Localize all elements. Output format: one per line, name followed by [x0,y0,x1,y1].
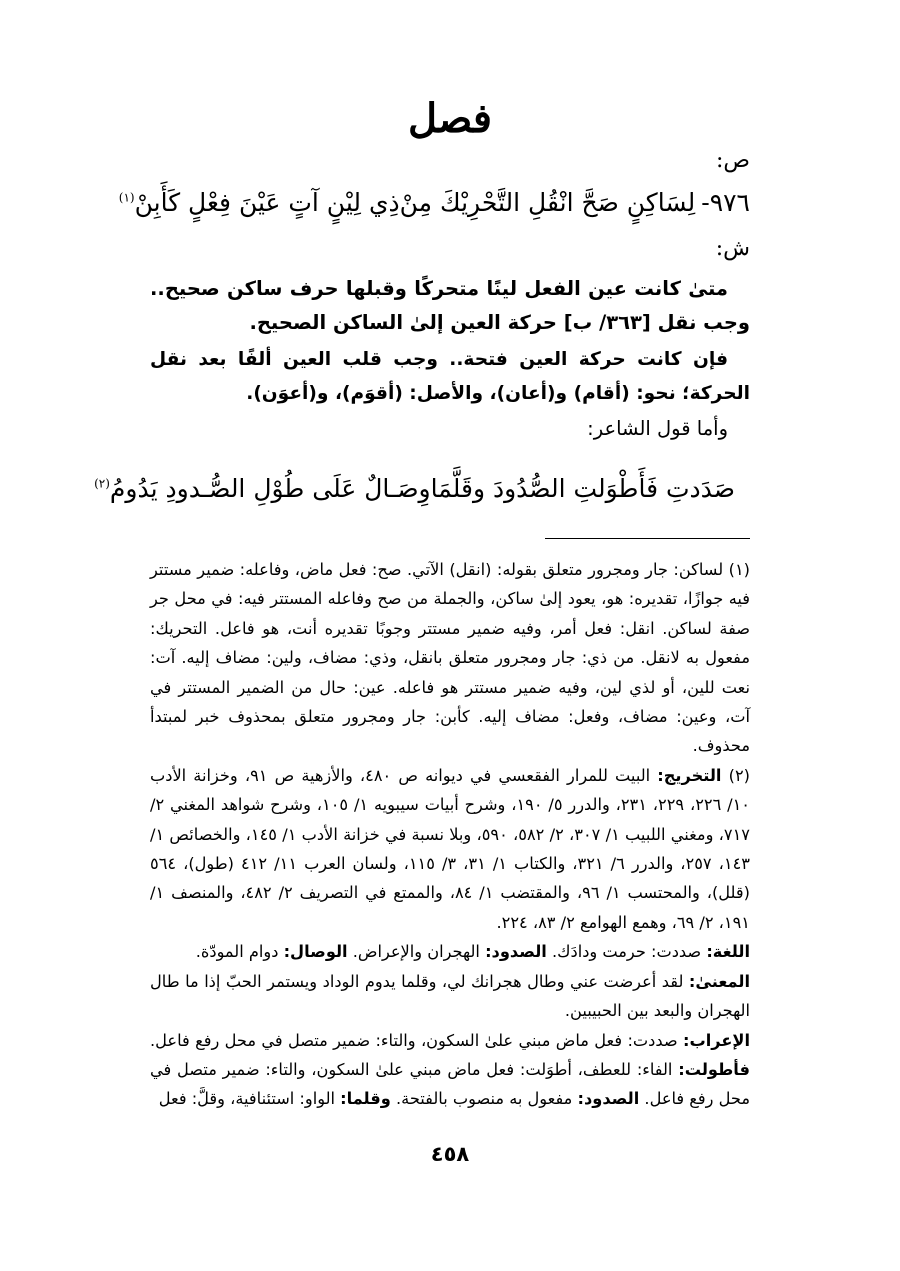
footnote-1-text: لساكن: جار ومجرور متعلق بقوله: (انقل) الآتي. صح: فعل ماض، وفاعله: ضمير مستتر فيه جوازًا، تقديره: هو، يعود إلىٰ ساكن، والجملة من صح وفاعله المستتر فيه: في محل جر صفة لساكن. انقل: فعل أمر، وفيه ضمير مستتر وجوبًا تقديره أنت، هو فاعل. التحريك: مفعول به لانقل. من ذي: جار ومجرور متعلق بانقل، وذي: مضاف، ولين: مضاف إليه. آت: نعت للين، أو لذي لين، وفيه ضمير مستتر هو فاعله. عين: حال من الضمير المستتر في آت، وعين: مضاف، وفعل: مضاف إليه. كأبن: جار ومجرور متعلق بمحذوف خبر لمبتدأ محذوف. [150,560,750,756]
page-title: فصل [407,95,493,142]
paragraph-2: فإن كانت حركة العين فتحة.. وجب قلب العين ألفًا بعد نقل الحركة؛ نحو: (أقام) و(أعان)، والأصل: (أقوَم)، و(أعوَن). [150,349,750,404]
paragraph-1: متىٰ كانت عين الفعل لينًا متحركًا وقبلها حرف ساكن صحيح.. وجب نقل [٣٦٣/ ب] حركة العين إلىٰ الساكن الصحيح. [150,277,750,334]
footnote-1 [150,555,750,761]
takhrij-label: التخريج: [657,765,722,785]
irab-note: الإعراب: صددت: فعل ماض مبني علىٰ السكون، والتاء: ضمير متصل في محل رفع فاعل. فأطولت: الفاء: للعطف، أطوَلت: فعل ماض مبني علىٰ السكون، والتاء: ضمير متصل في محل رفع فاعل. الصدود: مفعول به منصوب بالفتحة. وقلما: الواو: استئنافية، وقلَّ: فعل [150,1030,750,1109]
footnote-ref-1: (١) [118,190,135,205]
footnote-1-number: (١) [728,560,750,579]
footnote-separator [545,538,750,539]
footnote-ref-2: (٢) [94,476,110,491]
label-sad: ص: [715,148,750,173]
maana-note: المعنىٰ: لقد أعرضت عني وطال هجرانك لي، وقلما يدوم الوداد ويستمر الحبّ إذا ما طال الهجران والبعد بين الحبيبين. [150,971,750,1021]
footnote-2 [150,761,750,937]
footnotes [150,555,750,1114]
paragraph-3: وأما قول الشاعر: [587,417,728,440]
verse-number: ٩٧٦- [701,188,750,217]
maana-label: المعنىٰ: [688,971,750,991]
verse-976-first-hemistich: ٩٧٦-لِسَاكِنٍ صَحَّ انْقُلِ التَّحْرِيْكَ مِنْ [399,188,750,217]
verse-976 [118,188,750,217]
label-sharh: ش: [715,236,750,261]
verse-976-second-hemistich: ذِي لِيْنٍ آتٍ عَيْنَ فِعْلٍ كَأَبِنْ$^{(١)}$ [118,188,400,217]
poetry-first-hemistich: صَدَدتِ فَأَطْوَلتِ الصُّدُودَ وقَلَّمَا [430,474,735,503]
page-number: ٤٥٨ [430,1142,470,1166]
irab-label: الإعراب: [682,1030,750,1050]
lugha-note: اللغة: صددت: حرمت ودادَك. الصدود: الهجران والإعراض. الوصال: دوام المودّة. [195,942,750,962]
lugha-label: اللغة: [706,942,750,962]
footnote-2-number: (٢) [728,765,750,785]
poetry-second-hemistich: وِصَـالٌ عَلَى طُوْلِ الصُّـدودِ يَدُومُ$^{(٢)}$ [94,474,431,503]
takhrij-text: البيت للمرار الفقعسي في ديوانه ص ٤٨٠، والأزهية ص ٩١، وخزانة الأدب ١٠/ ٢٢٦، ٢٢٩، ٢٣١، والدرر ٥/ ١٩٠، وشرح أبيات سيبويه ١/ ١٠٥، وشرح شواهد المغني ٢/ ٧١٧، ومغني اللبيب ١/ ٣٠٧، ٢/ ٥٨٢، ٥٩٠، وبلا نسبة في خزانة الأدب ١/ ١٤٥، والخصائص ١/ ١٤٣، ٢٥٧، والدرر ٦/ ٣٢١، والكتاب ١/ ٣١، ٣/ ١١٥، ولسان العرب ١١/ ٤١٢ (طول)، ٥٦٤ (قلل)، والمحتسب ١/ ٩٦، والمقتضب ١/ ٨٤، والممتع في التصريف ٢/ ٤٨٢، والمنصف ١/ ١٩١، ٢/ ٦٩، وهمع الهوامع ٢/ ٨٣، ٢٢٤. [150,765,750,932]
poetry-verse [94,474,735,503]
